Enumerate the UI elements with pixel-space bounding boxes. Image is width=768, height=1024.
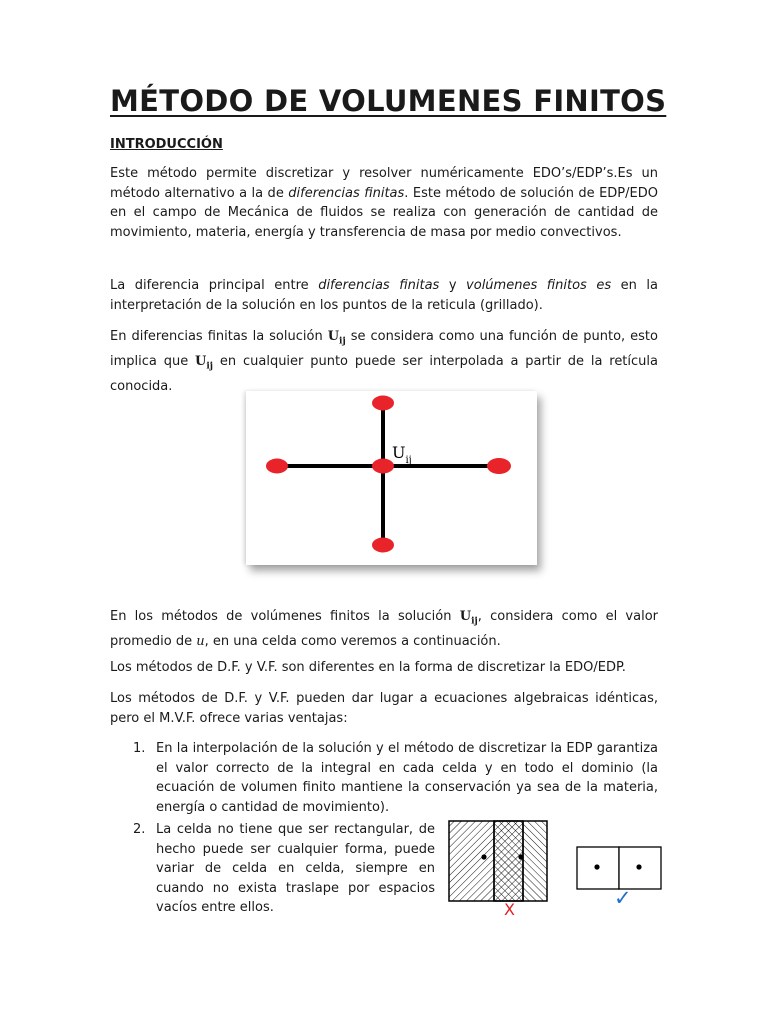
- page-title: MÉTODO DE VOLUMENES FINITOS: [110, 84, 667, 118]
- stencil-node-left: [266, 459, 288, 474]
- stencil-figure: [246, 391, 537, 565]
- cell-center-point: [594, 864, 599, 869]
- list-item: La celda no tiene que ser rectangular, de hecho puede ser cualquier forma, puede variar de celda en celda, siempre en cuando no exista traslape por espacios vacíos entre ellos.: [156, 822, 435, 915]
- stencil-node-top: [372, 396, 394, 411]
- list-number: 1.: [133, 741, 146, 756]
- paragraph-finite-differences: En diferencias finitas la solución $U_{ij}$ se considera como una función de punto, esto implica que $U_{ij}$ en cualquier punto puede ser interpolada a partir de la retícula conocida.: [110, 329, 658, 395]
- symbol-u: u: [196, 634, 205, 650]
- paragraph-intro: Este método permite discretizar y resolver numéricamente EDO’s/EDP’s.Es un método alternativo a la de diferencias finitas. Este método de solución de EDP/EDO en el campo de Mecánica de fluidos se realiza con generación de cantidad de movimiento, materia, energía y transferencia de masa por medio convectivos.: [110, 166, 658, 240]
- paragraph-methods-differ: Los métodos de D.F. y V.F. son diferentes en la forma de discretizar la EDO/EDP.: [110, 660, 626, 675]
- adjacent-cells-figure: [576, 846, 662, 890]
- stencil-node-bottom: [372, 538, 394, 553]
- paragraph-advantages: Los métodos de D.F. y V.F. pueden dar lugar a ecuaciones algebraicas idénticas, pero el M.V.F. ofrece varias ventajas:: [110, 691, 658, 726]
- list-number: 2.: [133, 822, 146, 837]
- cell-center-point: [518, 854, 523, 859]
- cell-right: [494, 821, 547, 901]
- symbol-uij: $U_{ij}$: [459, 609, 478, 627]
- overlapping-cells-figure: [448, 820, 548, 902]
- paragraph-finite-volumes: En los métodos de volúmenes finitos la solución $U_{ij}$, considera como el valor promedio de u, en una celda como veremos a continuación.: [110, 609, 658, 650]
- symbol-uij: $U_{ij}$: [327, 329, 346, 347]
- cell-center-point: [481, 854, 486, 859]
- stencil-label: $U_{ij}$: [392, 443, 412, 466]
- section-heading: INTRODUCCIÓN: [110, 137, 223, 152]
- cell-center-point: [636, 864, 641, 869]
- stencil-node-center: [372, 459, 394, 474]
- check-icon: ✓: [614, 886, 632, 910]
- wrong-mark: X: [504, 900, 515, 919]
- list-item: En la interpolación de la solución y el método de discretizar la EDP garantiza el valor correcto de la integral en cada celda y en todo el dominio (la ecuación de volumen finito mantiene la conservación ya sea de la materia, energía o cantidad de movimiento).: [156, 741, 658, 815]
- symbol-uij: $U_{ij}$: [195, 354, 214, 372]
- paragraph-difference: La diferencia principal entre diferencias finitas y volúmenes finitos es en la interpretación de la solución en los puntos de la reticula (grillado).: [110, 278, 658, 313]
- stencil-node-right: [487, 458, 511, 474]
